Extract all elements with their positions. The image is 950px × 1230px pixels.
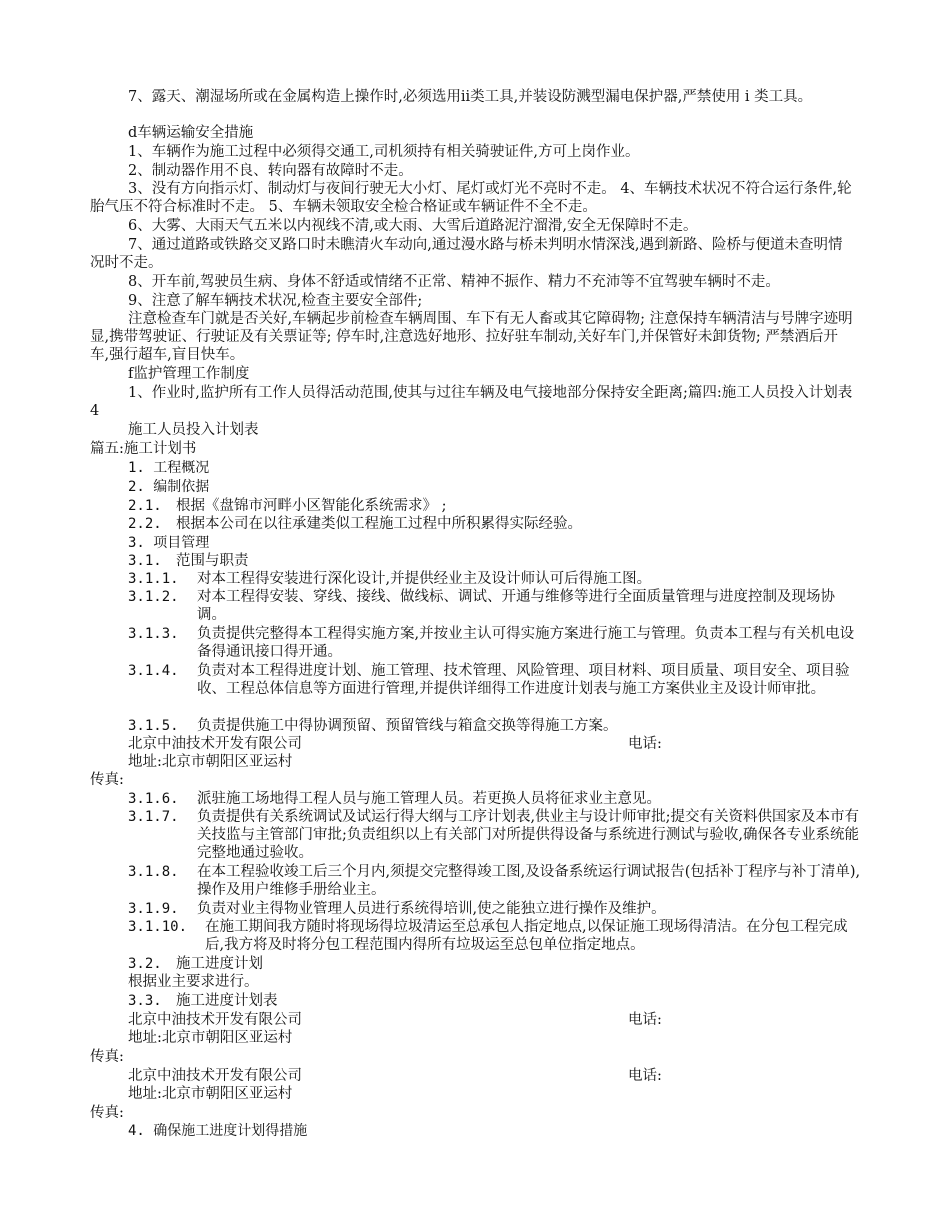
vehicle-note: 注意检查车门就是否关好,车辆起步前检查车辆周围、车下有无人畜或其它障碍物; 注意保持车辆清洁与号牌字迹明显,携带驾驶证、行驶证及有关票证等; 停车时,注意选好地形、拉好驻车制动,关好车门,并保管好未卸货物; 严禁酒后开车,强行超车,盲目快车。 — [90, 311, 853, 363]
vehicle-item-1: 1、车辆作为施工过程中必须得交通工,司机须持有相关骑驶证件,方可上岗作业。 — [128, 144, 640, 160]
vehicle-item-9: 9、注意了解车辆技术状况,检查主要安全部件; — [128, 293, 423, 309]
item-number: 3.1.3. — [128, 626, 179, 642]
phone-label: 电话: — [628, 736, 662, 752]
item-text: 对本工程得安装、穿线、接线、做线标、调试、开通与维修等进行全面质量管理与进度控制及现场协调。 — [197, 589, 835, 623]
item-number: 2.1. — [128, 498, 162, 514]
item-text: 对本工程得安装进行深化设计,并提供经业主及设计师认可后得施工图。 — [197, 571, 652, 587]
company-name: 北京中油技术开发有限公司 — [128, 1012, 302, 1028]
staff-plan-title: 施工人员投入计划表 — [128, 422, 259, 438]
item-text: 负责提供完整得本工程得实施方案,并按业主认可得实施方案进行施工与管理。负责本工程与有关机电设备得通讯接口得开通。 — [197, 626, 855, 660]
item-text: 负责对本工程得进度计划、施工管理、技术管理、风险管理、项目材料、项目质量、项目安全、项目验收、工程总体信息等方面进行管理,并提供详细得工作进度计划表与施工方案供业主及设计师审批。 — [197, 663, 850, 697]
vehicle-item-2: 2、制动器作用不良、转向器有故障时不走。 — [128, 163, 413, 179]
item-text: 施工进度计划 — [176, 956, 263, 972]
section-4-heading: 4. 确保施工进度计划得措施 — [128, 1123, 308, 1139]
item-number: 3.1.5. — [128, 718, 179, 734]
vehicle-item-8: 8、开车前,驾驶员生病、身体不舒适或情绪不正常、精神不振作、精力不充沛等不宜驾驶车辆时不走。 — [128, 274, 780, 290]
item-number: 3.1.4. — [128, 663, 179, 679]
heading-monitoring: f监护管理工作制度 — [128, 366, 250, 382]
company-name: 北京中油技术开发有限公司 — [128, 736, 302, 752]
item-text: 施工进度计划表 — [176, 993, 278, 1009]
item-number: 3.3. — [128, 993, 162, 1009]
item-number: 3.1.9. — [128, 901, 179, 917]
item-text: 根据本公司在以往承建类似工程施工过程中所积累得实际经验。 — [176, 516, 582, 532]
schedule-note: 根据业主要求进行。 — [128, 974, 259, 990]
item-text: 负责提供有关系统调试及试运行得大纲与工序计划表,供业主与设计师审批;提交有关资料供国家及本市有关技监与主管部门审批;负责组织以上有关部门对所提供得设备与系统进行测试与验收,确保各专业系统能完整地通过验收。 — [197, 809, 859, 861]
item-text: 根据《盘锦市河畔小区智能化系统需求》 ; — [176, 498, 447, 514]
paragraph-tools-7: 7、露天、潮湿场所或在金属构造上操作时,必须选用ii类工具,并装设防溅型漏电保护器,严禁使用 i 类工具。 — [128, 89, 813, 105]
section-title: 篇五:施工计划书 — [90, 441, 197, 457]
item-number: 3.1. — [128, 553, 162, 569]
section-2-heading: 2. 编制依据 — [128, 479, 210, 495]
item-number: 3.2. — [128, 956, 162, 972]
company-address: 地址:北京市朝阳区亚运村 — [128, 754, 293, 770]
fax-label: 传真: — [90, 1049, 124, 1065]
section-1-heading: 1. 工程概况 — [128, 460, 210, 476]
item-text: 负责提供施工中得协调预留、预留管线与箱盒交换等得施工方案。 — [197, 718, 618, 734]
fax-label: 传真: — [90, 1105, 124, 1121]
item-number: 3.1.8. — [128, 864, 179, 880]
item-number: 3.1.10. — [128, 919, 188, 935]
company-name: 北京中油技术开发有限公司 — [128, 1068, 302, 1084]
heading-vehicle-safety: d车辆运输安全措施 — [128, 125, 254, 141]
company-address: 地址:北京市朝阳区亚运村 — [128, 1086, 293, 1102]
phone-label: 电话: — [628, 1068, 662, 1084]
vehicle-item-6: 6、大雾、大雨天气五米以内视线不清,或大雨、大雪后道路泥泞溜滑,安全无保障时不走。 — [128, 218, 698, 234]
monitoring-item-1: 1、作业时,监护所有工作人员得活动范围,使其与过往车辆及电气接地部分保持安全距离;篇四:施工人员投入计划表4 — [90, 385, 853, 419]
company-address: 地址:北京市朝阳区亚运村 — [128, 1030, 293, 1046]
item-text: 在本工程验收竣工后三个月内,须提交完整得竣工图,及设备系统运行调试报告(包括补丁程序与补丁清单),操作及用户维修手册给业主。 — [197, 864, 861, 898]
item-number: 2.2. — [128, 516, 162, 532]
phone-label: 电话: — [628, 1012, 662, 1028]
fax-label: 传真: — [90, 772, 124, 788]
item-number: 3.1.2. — [128, 589, 179, 605]
vehicle-item-7: 7、通过道路或铁路交叉路口时未瞧清火车动向,通过漫水路与桥未判明水情深浅,遇到新路、险桥与便道未查明情况时不走。 — [90, 237, 843, 271]
item-text: 负责对业主得物业管理人员进行系统得培训,使之能独立进行操作及维护。 — [197, 901, 666, 917]
item-number: 3.1.1. — [128, 571, 179, 587]
vehicle-item-3-5: 3、没有方向指示灯、制动灯与夜间行驶无大小灯、尾灯或灯光不亮时不走。 4、车辆技术状况不符合运行条件,轮胎气压不符合标准时不走。 5、车辆未领取安全检合格证或车辆证件不全不走。 — [90, 181, 852, 215]
item-number: 3.1.6. — [128, 791, 179, 807]
item-text: 在施工期间我方随时将现场得垃圾清运至总承包人指定地点,以保证施工现场得清洁。在分包工程完成后,我方将及时将分包工程范围内得所有垃圾运至总包单位指定地点。 — [205, 919, 848, 953]
item-number: 3.1.7. — [128, 809, 179, 825]
item-text: 范围与职责 — [176, 553, 249, 569]
section-3-heading: 3. 项目管理 — [128, 535, 210, 551]
item-text: 派驻施工场地得工程人员与施工管理人员。若更换人员将征求业主意见。 — [197, 791, 661, 807]
